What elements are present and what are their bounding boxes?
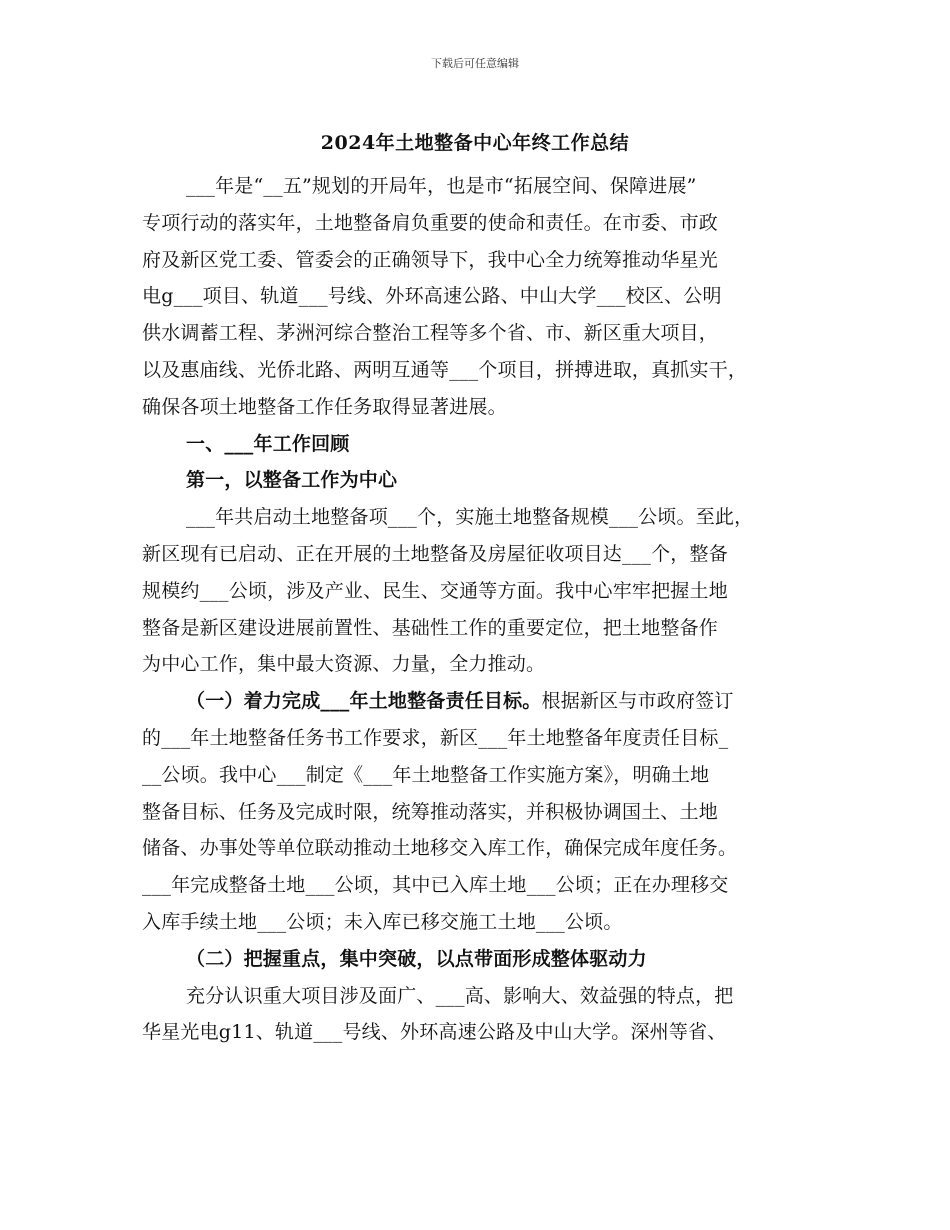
paragraph-line: __公顷。我中心___制定《___年土地整备工作实施方案》，明确土地 [142,763,710,786]
paragraph-line: 华星光电g11、轨道___号线、外环高速公路及中山大学。深州等省、 [142,1021,727,1044]
header-note: 下载后可任意编辑 [431,57,519,70]
paragraph-line: 府及新区党工委、管委会的正确领导下，我中心全力统筹推动华星光 [142,248,719,271]
paragraph-line: 新区现有已启动、正在开展的土地整备及房屋征收项目达___个，整备 [142,542,728,565]
paragraph-line: 整备目标、任务及完成时限，统筹推动落实，并积极协调国土、土地 [142,800,719,823]
subsection-heading: 第一，以整备工作为中心 [186,469,398,492]
inline-heading: （一）着力完成___年土地整备责任目标。 [186,690,542,713]
paragraph-line: 整备是新区建设进展前置性、基础性工作的重要定位，把土地整备作 [142,616,719,639]
paragraph-line: 确保各项土地整备工作任务取得显著进展。 [142,395,507,418]
document-title: 2024年土地整备中心年终工作总结 [320,132,630,154]
paragraph-line [142,683,826,720]
paragraph-line: 电g___项目、轨道___号线、外环高速公路、中山大学___校区、公明 [142,285,722,308]
paragraph-line: 供水调蓄工程、茅洲河综合整治工程等多个省、市、新区重大项目， [142,322,719,345]
paragraph-line: ___年是“__五”规划的开局年，也是市“拓展空间、保障进展” [186,175,697,197]
paragraph-line: 充分认识重大项目涉及面广、___高、影响大、效益强的特点，把 [186,984,734,1007]
paragraph-line: 的___年土地整备任务书工作要求，新区___年土地整备年度责任目标_ [142,726,729,749]
paragraph-line: 为中心工作，集中最大资源、力量，全力推动。 [142,653,546,676]
paragraph-line: ___年完成整备土地___公顷，其中已入库土地___公顷；正在办理移交 [142,874,729,897]
paragraph-line: ___年共启动土地整备项___个，实施土地整备规模___公顷。至此， [186,506,754,529]
paragraph-line: 储备、办事处等单位联动推动土地移交入库工作，确保完成年度任务。 [142,837,738,860]
paragraph-line: 以及惠庙线、光侨北路、两明互通等___个项目，拼搏进取，真抓实干， [142,358,748,381]
subsection-heading: （二）把握重点，集中突破，以点带面形成整体驱动力 [186,947,647,970]
paragraph-line: 入库手续土地___公顷；未入库已移交施工土地___公顷。 [142,910,623,933]
section-heading: 一、___年工作回顾 [186,432,350,455]
document-body [142,168,826,1051]
paragraph-text: 根据新区与市政府签订 [541,690,734,713]
paragraph-line: 规模约___公顷，涉及产业、民生、交通等方面。我中心牢牢把握土地 [142,579,728,602]
paragraph-line: 专项行动的落实年，土地整备肩负重要的使命和责任。在市委、市政 [142,211,719,234]
